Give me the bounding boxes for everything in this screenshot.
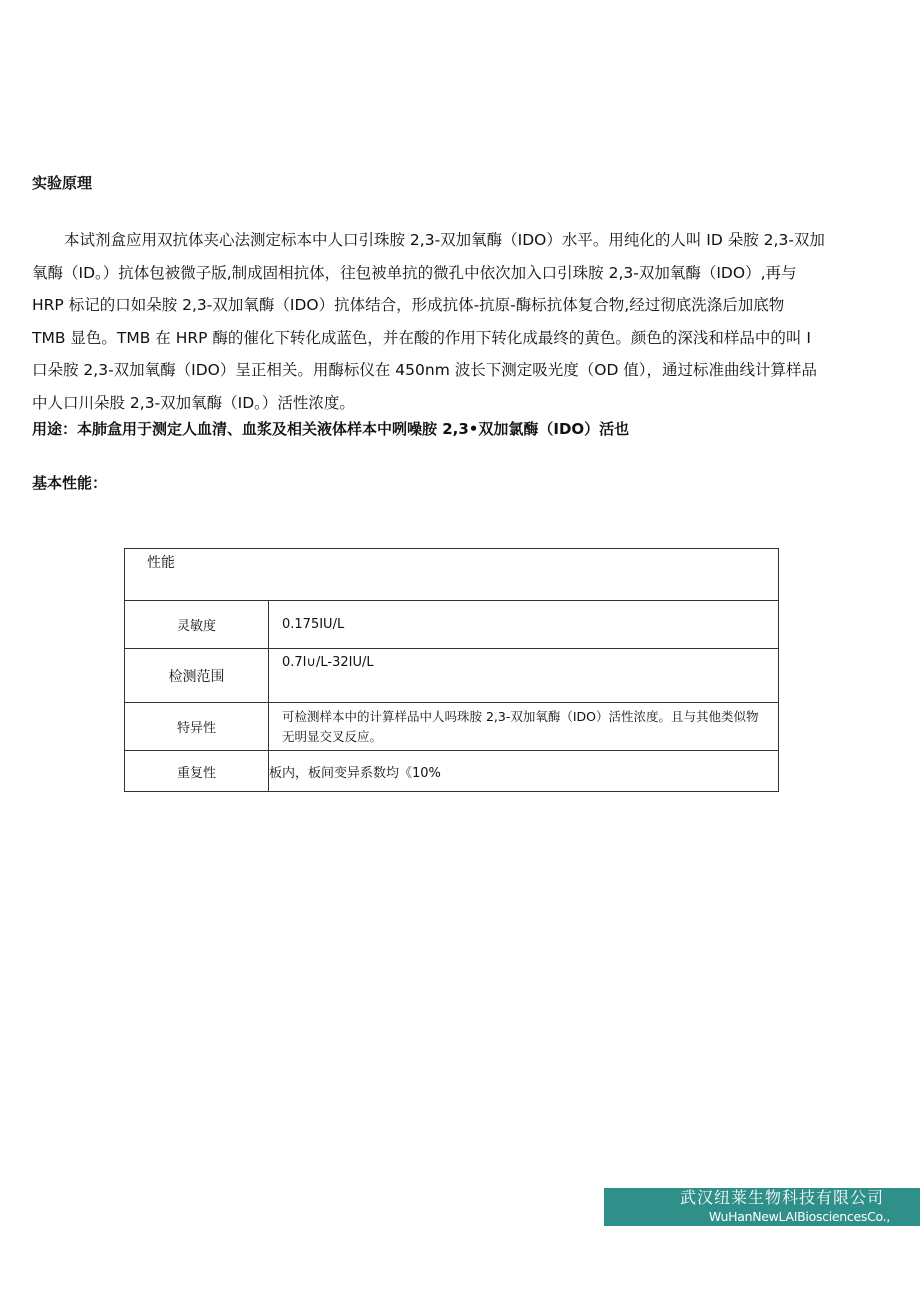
table-header-row — [125, 549, 779, 601]
table-header-cell: 性能 — [125, 549, 779, 601]
performance-table — [124, 548, 779, 792]
principle-line: TMB 显色。TMB 在 HRP 酶的催化下转化成蓝色，并在酸的作用下转化成最终的黄色。颜色的深浅和样品中的叫 I — [32, 328, 811, 347]
company-name-en: WuHanNewLAIBiosciencesCo., — [708, 1209, 890, 1224]
row-label-specificity: 特异性 — [125, 703, 269, 751]
specificity-line: 无明显交叉反应。 — [282, 728, 383, 744]
principle-line: 口朵胺 2,3-双加氧酶（IDO）呈正相关。用酶标仪在 450nm 波长下测定吸光度（OD 值），通过标准曲线计算样品 — [32, 361, 818, 379]
performance-heading: 基本性能： — [32, 474, 108, 492]
row-label-sensitivity: 灵敏度 — [125, 601, 269, 649]
principle-paragraph — [32, 224, 892, 419]
row-value-sensitivity: 0.175IU/L — [269, 601, 779, 649]
principle-line: 氧酶（ID。）抗体包被微子版,制成固相抗体，往包被单抗的微孔中依次加入口引珠胺 2,3-双加氧酶（IDO）,再与 — [32, 263, 797, 282]
table-row — [125, 649, 779, 703]
principle-line: HRP 标记的口如朵胺 2,3-双加氧酶（IDO）抗体结合，形成抗体-抗原-酶标抗体复合物,经过彻底洗涤后加底物 — [32, 296, 785, 314]
company-name-cn: 武汉纽莱生物科技有限公司 — [679, 1188, 884, 1207]
table-row — [125, 601, 779, 649]
table-row — [125, 703, 779, 751]
row-label-range: 检测范围 — [125, 649, 269, 703]
principle-line: 本试剂盒应用双抗体夹心法测定标本中人口引珠胺 2,3-双加氧酶（IDO）水平。用纯化的人叫 ID 朵胺 2,3-双加 — [64, 231, 825, 249]
row-value-specificity — [269, 703, 779, 751]
row-value-range: 0.7I∪/L-32IU/L — [269, 649, 779, 703]
specificity-line: 可检测样本中的计算样品中人吗珠胺 2,3-双加氧酶（IDO）活性浓度。且与其他类似物 — [282, 708, 759, 724]
company-brand-banner — [604, 1188, 920, 1226]
table-row — [125, 751, 779, 792]
row-label-repeatability: 重复性 — [125, 751, 269, 792]
usage-statement: 用途：本肺盒用于测定人血清、血浆及相关液体样本中咧噪胺 2,3•双加氯酶（IDO）活也 — [32, 420, 630, 438]
row-value-repeatability: 板内，板间变异系数均《10% — [269, 751, 779, 792]
principle-heading: 实验原理 — [32, 174, 93, 192]
principle-line: 中人口川朵股 2,3-双加氧酶（ID。）活性浓度。 — [32, 393, 355, 412]
